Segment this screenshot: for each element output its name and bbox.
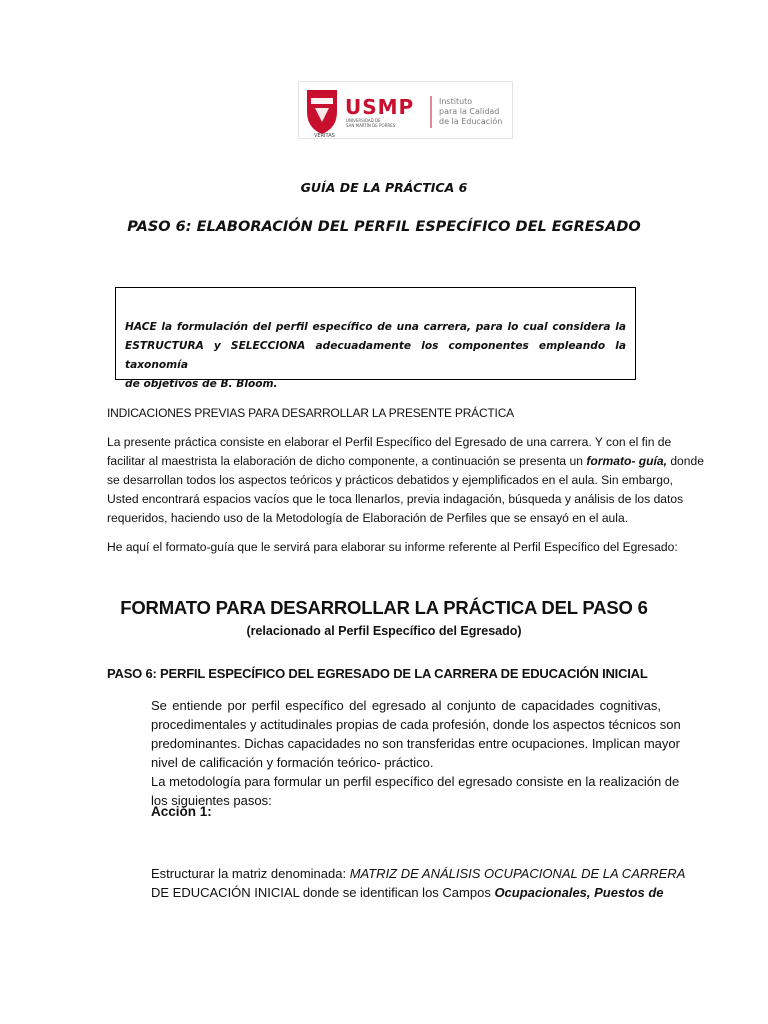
paragraph-line: se desarrollan todos los aspectos teóricos y prácticos debatidos y ejemplificados en el aula. Sin embargo, (107, 473, 674, 487)
objective-line: HACE la formulación del perfil específico de una carrera, para lo cual considera la (125, 321, 626, 333)
paragraph-line: La metodología para formular un perfil específico del egresado consiste en la realización de (151, 774, 680, 789)
usmp-logo (298, 81, 513, 139)
shield-icon (307, 90, 337, 134)
logo-motto: VERITAS (314, 133, 335, 139)
paragraph-line: los siguientes pasos: (151, 793, 272, 808)
intro-paragraph (107, 433, 704, 528)
paragraph-line: predominantes. Dichas capacidades no son transferidas entre ocupaciones. Implican mayor (151, 736, 680, 751)
accion-paragraph (151, 864, 686, 902)
guide-title: GUÍA DE LA PRÁCTICA 6 (300, 180, 468, 195)
accion-heading: Acción 1: (151, 804, 212, 819)
text-run: facilitar al maestrista la elaboración de dicho componente, a continuación se presenta un (107, 454, 587, 468)
paragraph-line: Se entiende por perfil específico del egresado al conjunto de capacidades cognitivas, (151, 698, 661, 713)
paragraph-line: Usted encontrará espacios vacíos que le toca llenarlos, previa indagación, búsqueda y análisis de los datos (107, 492, 684, 506)
format-subtitle: (relacionado al Perfil Específico del Egresado) (246, 624, 522, 638)
paragraph-line: La presente práctica consiste en elaborar el Perfil Específico del Egresado de una carrera. Y con el fin de (107, 435, 672, 449)
text-run: Estructurar la matriz denominada: (151, 866, 350, 881)
objective-line: de objetivos de B. Bloom. (125, 378, 278, 390)
objective-line: ESTRUCTURA y SELECCIONA adecuadamente los componentes empleando la taxonomía (125, 340, 626, 371)
format-title: FORMATO PARA DESARROLLAR LA PRÁCTICA DEL PASO 6 (120, 597, 648, 618)
objective-text (125, 318, 626, 394)
formato-guia-emphasis: formato- guía, (586, 454, 667, 468)
text-run: donde (666, 454, 704, 468)
logo-brand: USMP (345, 95, 415, 119)
usmp-logo-graphic (299, 82, 514, 140)
format-intro (107, 538, 678, 557)
paragraph-line: He aquí el formato-guía que le servirá para elaborar su informe referente al Perfil Específico del Egresado: (107, 540, 678, 554)
paragraph-line (151, 864, 686, 883)
logo-institute-line2: para la Calidad (439, 107, 500, 116)
paragraph-line: procedimentales y actitudinales propias de cada profesión, donde los aspectos técnicos son (151, 717, 681, 732)
logo-institute-line3: de la Educación (439, 117, 503, 126)
section-heading: INDICACIONES PREVIAS PARA DESARROLLAR LA PRESENTE PRÁCTICA (107, 406, 514, 420)
logo-institute-line1: Instituto (439, 97, 473, 106)
logo-university-line2: SAN MARTÍN DE PORRES (346, 123, 396, 128)
definition-paragraph (151, 696, 681, 810)
paso-heading: PASO 6: PERFIL ESPECÍFICO DEL EGRESADO DE LA CARRERA DE EDUCACIÓN INICIAL (107, 666, 648, 681)
step-title: PASO 6: ELABORACIÓN DEL PERFIL ESPECÍFICO DEL EGRESADO (127, 219, 641, 235)
paragraph-line (107, 452, 704, 471)
paragraph-line: nivel de calificación y formación teórico- práctico. (151, 755, 434, 770)
paragraph-line: requeridos, haciendo uso de la Metodología de Elaboración de Perfiles que se ensayó en el aula. (107, 511, 629, 525)
matrix-title-emphasis: MATRIZ DE ANÁLISIS OCUPACIONAL DE LA CARRERA (349, 866, 686, 881)
paragraph-line (151, 883, 664, 902)
text-run: DE EDUCACIÓN INICIAL donde se identifican los Campos (151, 885, 495, 900)
ocupacionales-emphasis: Ocupacionales, Puestos de (494, 885, 664, 900)
logo-university-line1: UNIVERSIDAD DE (346, 118, 381, 123)
